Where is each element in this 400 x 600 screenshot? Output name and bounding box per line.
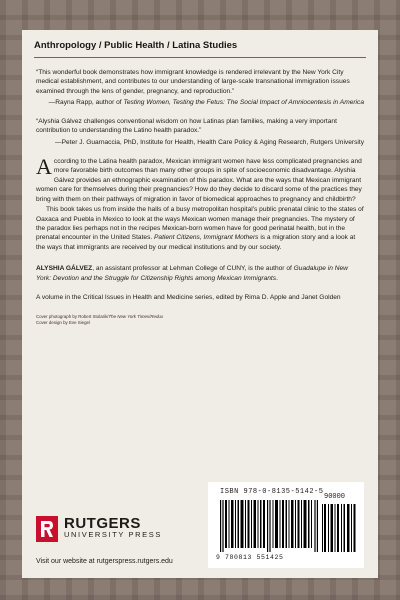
author-bio: ALYSHIA GÁLVEZ, an assistant professor at Lehman College of CUNY, is the author of Guadalupe in New York: Devotion and the Struggle for Citizenship Rights among Mexican Immigrants.	[36, 265, 348, 282]
subject-categories: Anthropology / Public Health / Latina Studies	[34, 40, 366, 58]
publisher-logo	[36, 516, 162, 542]
back-cover-panel	[22, 30, 378, 578]
blurb-quote-1: “This wonderful book demonstrates how immigrant knowledge is rendered irrelevant by the New York City medical establishment, and contributes to our understanding of large-scale transnational immigration issues examined through the lens of gender, pregnancy, and reproduction.”	[36, 69, 350, 95]
publisher-name: RUTGERS	[64, 515, 141, 532]
blurb-attribution-1: —Rayna Rapp, author of Testing Women, Testing the Fetus: The Social Impact of Amniocentesis in America	[48, 98, 364, 106]
ean-digits: 9 780813 551425	[216, 554, 284, 561]
blurb-attribution-2: —Peter J. Guarnaccia, PhD, Institute for Health, Health Care Policy & Aging Research, Rutgers University	[55, 138, 364, 146]
isbn-number: ISBN 978-0-8135-5142-5	[220, 488, 324, 496]
isbn-barcode	[208, 482, 364, 568]
cover-credits: Cover photograph by Robert Stolarik/The New York Times/Redux Cover design by Eve Siegel	[36, 314, 164, 326]
publisher-website: Visit our website at rutgerspress.rutgers.edu	[36, 558, 173, 565]
addon-barcode-bars	[322, 504, 356, 552]
drop-cap: A	[36, 154, 52, 180]
blurb-quote-2: “Alyshia Gálvez challenges conventional wisdom on how Latinas plan families, making a very important contribution to understanding the Latino health paradox.”	[36, 118, 337, 135]
series-note: A volume in the Critical Issues in Health and Medicine series, edited by Rima D. Apple and Janet Golden	[36, 293, 341, 301]
description-paragraph-2: This book takes us from inside the halls of a busy metropolitan hospital’s public prenatal clinic to the states of Oaxaca and Puebla in Mexico to look at the ways Mexican women manage their pregnancies. The mystery of the paradox lies perhaps not in the recipes Mexican-born women have for good perinatal health, but in the prenatal encounter in the United States. Patient Citizens, Immigrant Mothers is a migration story and a look at the ways that immigrants are received by our medical institutions and by our society.	[36, 206, 364, 251]
rutgers-shield-icon	[36, 516, 58, 542]
footer-area	[36, 482, 364, 578]
description-paragraph-1: According to the Latina health paradox, Mexican immigrant women have less complicated pregnancies and more favorable birth outcomes than many other groups in spite of socioeconomic disadvantage. Alyshia Gálvez provides an ethnographic examination of this paradox. What are the ways that Mexican immigrant women care for themselves during their pregnancies? How do they decide to discard some of the practices they bring with them on their pathways of migration in favor of biomedical approaches to pregnancy and childbirth?	[36, 154, 362, 203]
price-addon-number: 90000	[324, 493, 346, 501]
publisher-subtitle: UNIVERSITY PRESS	[64, 530, 162, 539]
ean-barcode-bars	[220, 500, 318, 552]
